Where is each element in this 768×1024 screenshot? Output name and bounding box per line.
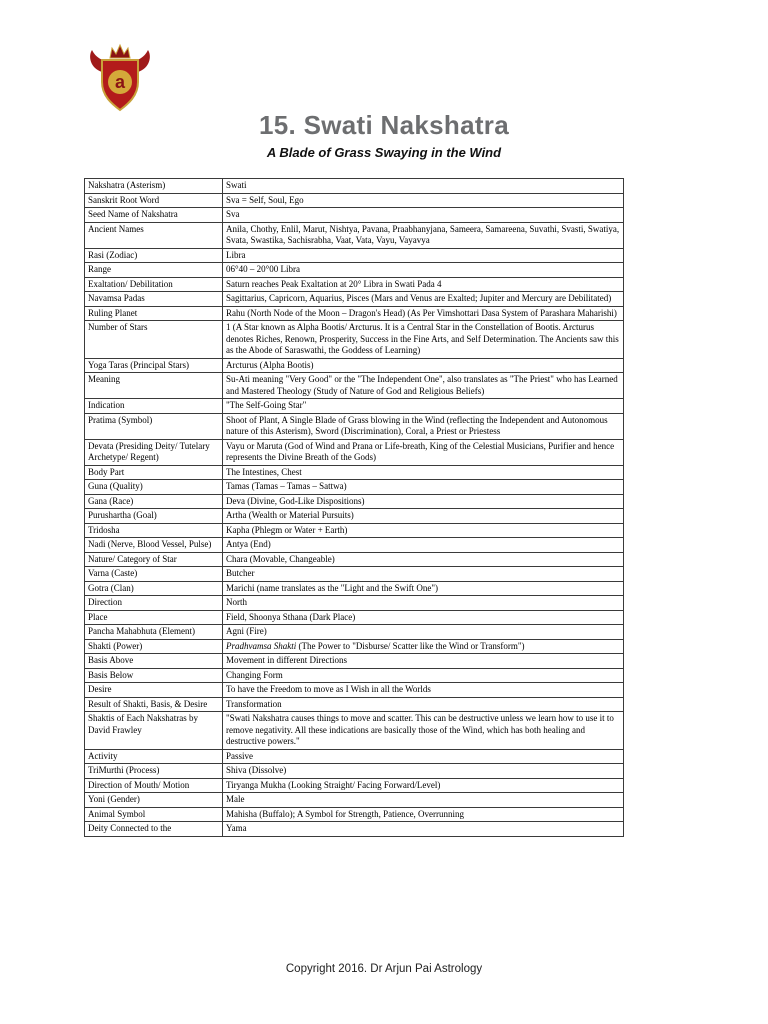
- table-row: [85, 358, 624, 373]
- row-label: Direction: [85, 596, 223, 611]
- row-value: Yama: [223, 822, 624, 837]
- nakshatra-table: [84, 178, 624, 837]
- row-value: Artha (Wealth or Material Pursuits): [223, 509, 624, 524]
- row-value-text: (The Power to "Disburse/ Scatter like the Wind or Transform"): [296, 640, 525, 651]
- row-label: Ruling Planet: [85, 306, 223, 321]
- crown-icon: [110, 45, 130, 58]
- table-row: [85, 306, 624, 321]
- copyright-footer: Copyright 2016. Dr Arjun Pai Astrology: [285, 963, 483, 975]
- table-row: [85, 208, 624, 223]
- row-label: Nature/ Category of Star: [85, 552, 223, 567]
- row-value: Tiryanga Mukha (Looking Straight/ Facing Forward/Level): [223, 778, 624, 793]
- row-label: Desire: [85, 683, 223, 698]
- row-value: Passive: [223, 749, 624, 764]
- row-label: Gana (Race): [85, 494, 223, 509]
- table-row: [85, 465, 624, 480]
- table-row: [85, 439, 624, 465]
- row-value: Sva: [223, 208, 624, 223]
- row-label: Sanskrit Root Word: [85, 193, 223, 208]
- table-row: [85, 179, 624, 194]
- row-label: Guna (Quality): [85, 480, 223, 495]
- row-value: North: [223, 596, 624, 611]
- row-value: Rahu (North Node of the Moon – Dragon's Head) (As Per Vimshottari Dasa System of Parashara Maharishi): [223, 306, 624, 321]
- table-row: [85, 822, 624, 837]
- table-row: [85, 683, 624, 698]
- row-label: Tridosha: [85, 523, 223, 538]
- row-label: Indication: [85, 399, 223, 414]
- row-value: [223, 639, 624, 654]
- row-label: TriMurthi (Process): [85, 764, 223, 779]
- logo-letter: a: [114, 72, 126, 92]
- row-label: Animal Symbol: [85, 807, 223, 822]
- row-value: Marichi (name translates as the "Light and the Swift One"): [223, 581, 624, 596]
- table-row: [85, 697, 624, 712]
- row-label: Devata (Presiding Deity/ Tutelary Archetype/ Regent): [85, 439, 223, 465]
- row-label: Exaltation/ Debilitation: [85, 277, 223, 292]
- row-value: Changing Form: [223, 668, 624, 683]
- table-row: [85, 639, 624, 654]
- row-label: Gotra (Clan): [85, 581, 223, 596]
- table-row: [85, 373, 624, 399]
- row-value: Male: [223, 793, 624, 808]
- row-value: Deva (Divine, God-Like Dispositions): [223, 494, 624, 509]
- row-label: Pancha Mahabhuta (Element): [85, 625, 223, 640]
- row-value: Swati: [223, 179, 624, 194]
- row-label: Seed Name of Nakshatra: [85, 208, 223, 223]
- row-value: 06°40 – 20°00 Libra: [223, 263, 624, 278]
- row-label: Rasi (Zodiac): [85, 248, 223, 263]
- row-value: Field, Shoonya Sthana (Dark Place): [223, 610, 624, 625]
- row-label: Nadi (Nerve, Blood Vessel, Pulse): [85, 538, 223, 553]
- table-row: [85, 581, 624, 596]
- row-label: Deity Connected to the: [85, 822, 223, 837]
- row-value: To have the Freedom to move as I Wish in all the Worlds: [223, 683, 624, 698]
- table-row: [85, 321, 624, 359]
- row-label: Shaktis of Each Nakshatras by David Frawley: [85, 712, 223, 750]
- table-row: [85, 222, 624, 248]
- table-row: [85, 552, 624, 567]
- table-row: [85, 248, 624, 263]
- table-row: [85, 277, 624, 292]
- table-row: [85, 538, 624, 553]
- row-value: The Intestines, Chest: [223, 465, 624, 480]
- row-label: Place: [85, 610, 223, 625]
- row-label: Body Part: [85, 465, 223, 480]
- table-row: [85, 793, 624, 808]
- page-subtitle: A Blade of Grass Swaying in the Wind: [266, 145, 502, 160]
- row-label: Nakshatra (Asterism): [85, 179, 223, 194]
- row-value: Chara (Movable, Changeable): [223, 552, 624, 567]
- row-value: "The Self-Going Star": [223, 399, 624, 414]
- row-value: Shoot of Plant, A Single Blade of Grass blowing in the Wind (reflecting the Independent and Autonomous nature of this Asterism), Sword (Discrimination), Coral, a Priest or Priestess: [223, 413, 624, 439]
- table-row: [85, 413, 624, 439]
- table-row: [85, 764, 624, 779]
- table-row: [85, 654, 624, 669]
- table-row: [85, 807, 624, 822]
- row-value: Agni (Fire): [223, 625, 624, 640]
- row-value: Arcturus (Alpha Bootis): [223, 358, 624, 373]
- row-label: Yoga Taras (Principal Stars): [85, 358, 223, 373]
- row-value: Antya (End): [223, 538, 624, 553]
- row-label: Basis Below: [85, 668, 223, 683]
- row-value: Libra: [223, 248, 624, 263]
- row-label: Basis Above: [85, 654, 223, 669]
- table-row: [85, 668, 624, 683]
- row-label: Meaning: [85, 373, 223, 399]
- row-value: Transformation: [223, 697, 624, 712]
- table-row: [85, 712, 624, 750]
- table-row: [85, 480, 624, 495]
- row-label: Direction of Mouth/ Motion: [85, 778, 223, 793]
- page-title: 15. Swati Nakshatra: [259, 110, 509, 140]
- table-row: [85, 193, 624, 208]
- table-row: [85, 567, 624, 582]
- row-label: Varna (Caste): [85, 567, 223, 582]
- row-value: Sagittarius, Capricorn, Aquarius, Pisces (Mars and Venus are Exalted; Jupiter and Mercury are Debilitated): [223, 292, 624, 307]
- row-value: Movement in different Directions: [223, 654, 624, 669]
- row-value: Tamas (Tamas – Tamas – Sattwa): [223, 480, 624, 495]
- row-label: Shakti (Power): [85, 639, 223, 654]
- table-row: [85, 292, 624, 307]
- crest-logo: [88, 42, 152, 114]
- row-value-emphasis: Pradhvamsa Shakti: [226, 640, 297, 651]
- row-value: 1 (A Star known as Alpha Bootis/ Arcturus. It is a Central Star in the Constellation of Bootis. Arcturus denotes Riches, Renown, Prosperity, Success in the Fine Arts, and Self Determination. The Ancients saw this as the Abode of Saraswathi, the Goddess of Learning): [223, 321, 624, 359]
- row-label: Pratima (Symbol): [85, 413, 223, 439]
- row-value: Anila, Chothy, Enlil, Marut, Nishtya, Pavana, Praabhanyjana, Sameera, Samareena, Suvathi, Svasti, Swatiya, Svata, Swastika, Sachisrabha, Vaat, Vata, Vayu, Vayavya: [223, 222, 624, 248]
- row-value: Butcher: [223, 567, 624, 582]
- table-row: [85, 263, 624, 278]
- row-label: Activity: [85, 749, 223, 764]
- table-row: [85, 509, 624, 524]
- row-label: Ancient Names: [85, 222, 223, 248]
- table-row: [85, 610, 624, 625]
- row-label: Number of Stars: [85, 321, 223, 359]
- row-value: Shiva (Dissolve): [223, 764, 624, 779]
- row-label: Yoni (Gender): [85, 793, 223, 808]
- row-label: Range: [85, 263, 223, 278]
- row-value: Vayu or Maruta (God of Wind and Prana or Life-breath, King of the Celestial Musicians, Purifier and hence represents the Divine Breath of the Gods): [223, 439, 624, 465]
- table-row: [85, 778, 624, 793]
- table-row: [85, 523, 624, 538]
- row-value: Mahisha (Buffalo); A Symbol for Strength, Patience, Overrunning: [223, 807, 624, 822]
- row-value: Sva = Self, Soul, Ego: [223, 193, 624, 208]
- row-label: Purushartha (Goal): [85, 509, 223, 524]
- table-row: [85, 625, 624, 640]
- table-row: [85, 596, 624, 611]
- table-row: [85, 494, 624, 509]
- table-row: [85, 749, 624, 764]
- row-value: Su-Ati meaning "Very Good" or the "The Independent One", also translates as "The Priest" who has Learned and Mastered Theology (Study of Nature of God and Religious Beliefs): [223, 373, 624, 399]
- table-row: [85, 399, 624, 414]
- row-value: Kapha (Phlegm or Water + Earth): [223, 523, 624, 538]
- row-label: Navamsa Padas: [85, 292, 223, 307]
- row-value: "Swati Nakshatra causes things to move and scatter. This can be destructive unless we learn how to use it to remove negativity. All these indications are basically those of the Wind, which has both healing and destructive powers.": [223, 712, 624, 750]
- row-label: Result of Shakti, Basis, & Desire: [85, 697, 223, 712]
- row-value: Saturn reaches Peak Exaltation at 20° Libra in Swati Pada 4: [223, 277, 624, 292]
